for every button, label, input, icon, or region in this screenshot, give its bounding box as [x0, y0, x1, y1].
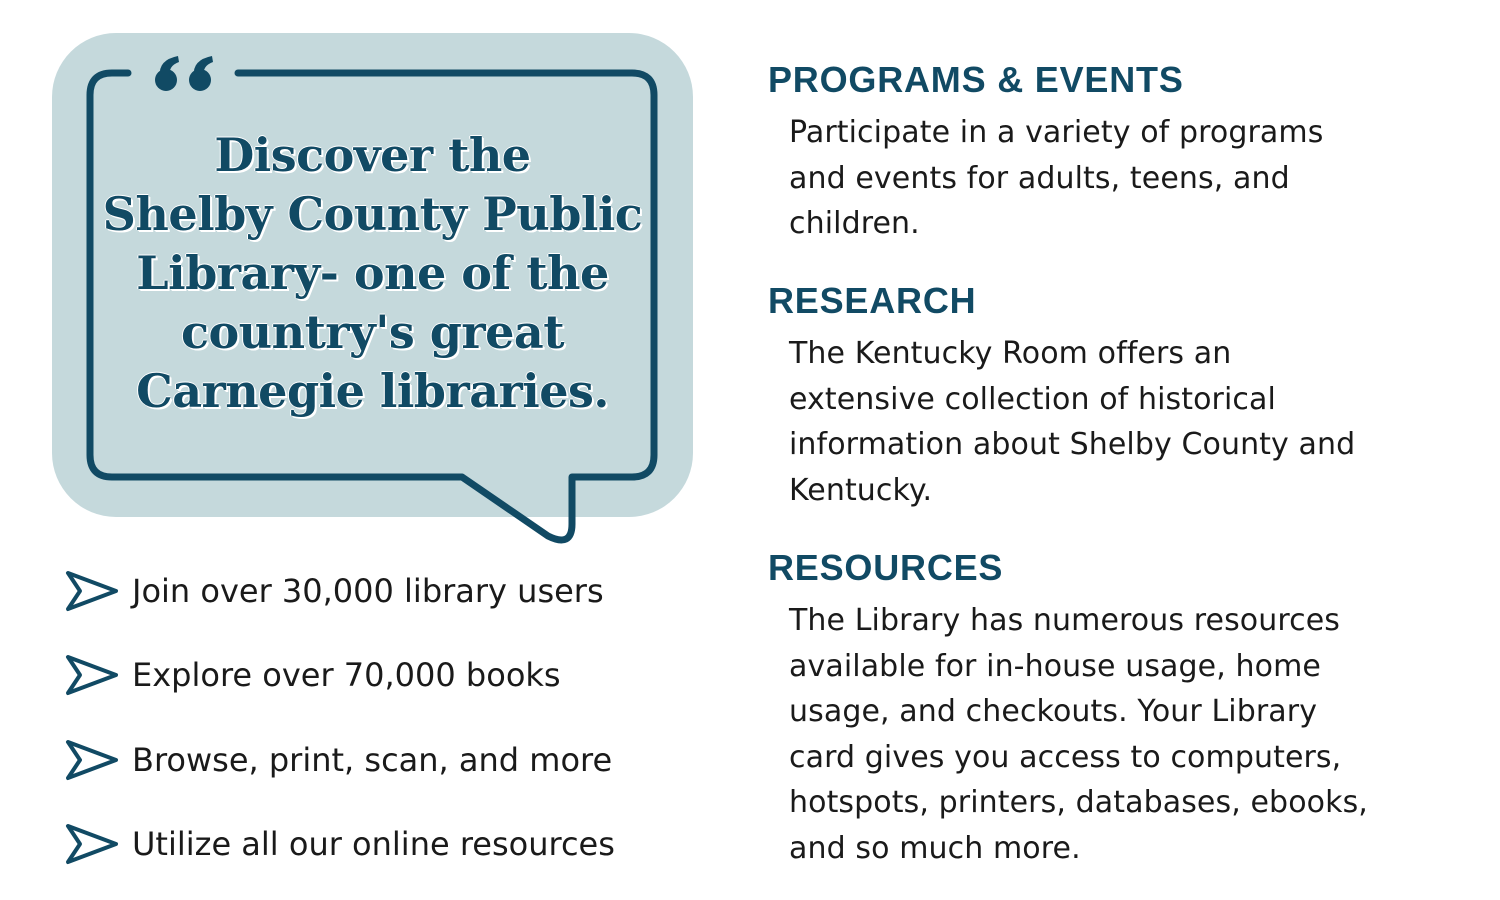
quote-line: Carnegie libraries.	[136, 364, 609, 418]
quote-mark-icon	[155, 56, 213, 91]
description-line: information about Shelby County and	[789, 427, 1356, 462]
description-line: usage, and checkouts. Your Library	[789, 694, 1318, 729]
arrow-pointer-icon	[64, 820, 122, 868]
description-line: hotspots, printers, databases, ebooks,	[789, 785, 1368, 820]
quote-line: Discover the	[214, 128, 531, 182]
bullet-item	[64, 735, 612, 785]
arrow-pointer-icon	[64, 736, 122, 784]
description-line: and events for adults, teens, and	[789, 160, 1290, 196]
bullet-text: Join over 30,000 library users	[132, 572, 604, 610]
bullet-item	[64, 819, 615, 869]
section-description	[789, 598, 1469, 871]
description-line: and so much more.	[789, 830, 1081, 866]
section-programs-events	[768, 60, 1468, 247]
arrow-pointer-icon	[64, 567, 122, 615]
description-line: card gives you access to computers,	[789, 739, 1342, 775]
description-line: children.	[789, 206, 920, 241]
section-heading: RESEARCH	[768, 280, 977, 321]
section-heading: PROGRAMS & EVENTS	[768, 59, 1184, 100]
description-line: The Library has numerous resources	[789, 603, 1341, 638]
quote-line: Library- one of the	[136, 246, 609, 300]
arrow-pointer-icon	[64, 651, 122, 699]
section-resources	[768, 548, 1468, 871]
quote-text	[95, 126, 650, 421]
quote-line: Shelby County Public	[102, 187, 643, 241]
section-description	[789, 110, 1469, 247]
section-description	[789, 331, 1469, 513]
description-line: available for in-house usage, home	[789, 648, 1321, 684]
bullet-item	[64, 650, 561, 700]
section-heading: RESOURCES	[768, 547, 1004, 588]
description-line: Kentucky.	[789, 472, 933, 508]
description-line: Participate in a variety of programs	[789, 115, 1324, 150]
bullet-text: Utilize all our online resources	[132, 825, 615, 863]
bullet-text: Explore over 70,000 books	[132, 656, 561, 694]
description-line: The Kentucky Room offers an	[789, 336, 1232, 371]
quote-line: country's great	[180, 305, 564, 359]
section-research	[768, 281, 1468, 513]
bullet-item	[64, 566, 604, 616]
description-line: extensive collection of historical	[789, 381, 1276, 417]
bullet-text: Browse, print, scan, and more	[132, 741, 613, 779]
